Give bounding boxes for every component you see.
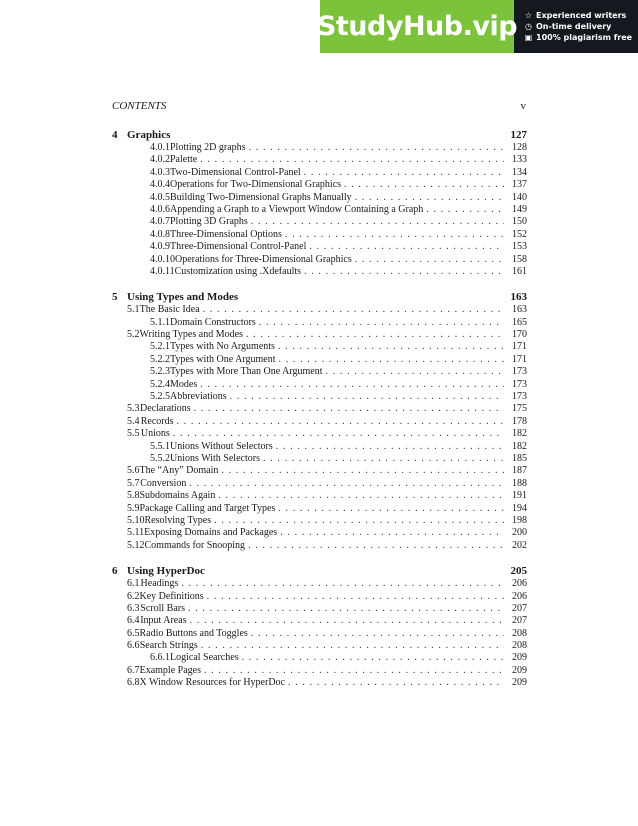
- toc-subsection-entry[interactable]: [112, 391, 527, 403]
- dot-leader: [194, 403, 504, 415]
- toc-section-entry[interactable]: [112, 403, 527, 415]
- entry-page: 153: [512, 241, 527, 253]
- toc-subsection-entry[interactable]: [112, 354, 527, 366]
- entry-number: 4.0.10: [150, 253, 175, 265]
- toc-section-entry[interactable]: [112, 428, 527, 440]
- dot-leader: [207, 591, 504, 603]
- entry-number: 5.5.2: [150, 452, 170, 464]
- toc-section-entry[interactable]: [112, 591, 527, 603]
- toc-chapter: [112, 564, 527, 690]
- toc-section-entry[interactable]: [112, 329, 527, 341]
- toc-subsection-entry[interactable]: [112, 192, 527, 204]
- entry-title: Writing Types and Modes: [139, 329, 243, 341]
- toc-subsection-entry[interactable]: [112, 241, 527, 253]
- entry-page: 140: [512, 191, 527, 203]
- advert-banner[interactable]: [316, 0, 638, 53]
- entry-page: 150: [512, 216, 527, 228]
- dot-leader: [276, 441, 504, 453]
- entry-page: 173: [512, 391, 527, 403]
- toc-subsection-entry[interactable]: [112, 142, 527, 154]
- dot-leader: [279, 354, 505, 366]
- toc-subsection-entry[interactable]: [112, 341, 527, 353]
- entry-page: 134: [512, 166, 527, 178]
- dot-leader: [242, 652, 504, 664]
- entry-page: 208: [512, 627, 527, 639]
- entry-number: 6.1: [127, 578, 140, 590]
- entry-title: Scroll Bars: [140, 602, 185, 614]
- feature-list: [514, 0, 638, 53]
- toc-section-entry[interactable]: [112, 490, 527, 502]
- dot-leader: [249, 142, 504, 154]
- entry-page: 137: [512, 179, 527, 191]
- running-head-title: CONTENTS: [112, 100, 167, 112]
- entry-number: 4.0.8: [150, 228, 170, 240]
- entry-page: 182: [512, 440, 527, 452]
- entry-page: 133: [512, 154, 527, 166]
- entry-page: 206: [512, 578, 527, 590]
- entry-title: Unions With Selectors: [170, 452, 260, 464]
- entry-number: 4.0.7: [150, 216, 170, 228]
- feature-text: 100% plagiarism free: [536, 33, 633, 42]
- toc-subsection-entry[interactable]: [112, 229, 527, 241]
- entry-number: 5.12: [127, 539, 145, 551]
- chapter-page: 163: [510, 291, 527, 304]
- entry-number: 5.9: [127, 502, 140, 514]
- dot-leader: [188, 603, 504, 615]
- toc-subsection-entry[interactable]: [112, 167, 527, 179]
- entry-page: 209: [512, 664, 527, 676]
- toc-section-entry[interactable]: [112, 515, 527, 527]
- chapter-heading[interactable]: [112, 290, 527, 304]
- dot-leader: [263, 453, 504, 465]
- entry-title: The “Any” Domain: [139, 465, 219, 477]
- chapter-number: 6: [112, 565, 118, 578]
- brand-logo[interactable]: StudyHub.vip: [320, 0, 514, 53]
- toc-section-entry[interactable]: [112, 478, 527, 490]
- toc-subsection-entry[interactable]: [112, 453, 527, 465]
- toc-subsection-entry[interactable]: [112, 216, 527, 228]
- toc-section-entry[interactable]: [112, 677, 527, 689]
- entry-page: 208: [512, 640, 527, 652]
- dot-leader: [355, 192, 504, 204]
- dot-leader: [201, 640, 504, 652]
- entry-title: X Window Resources for HyperDoc: [139, 677, 285, 689]
- entry-title: Package Calling and Target Types: [139, 502, 276, 514]
- entry-number: 4.0.4: [150, 179, 170, 191]
- feature-text: Experienced writers: [536, 11, 627, 20]
- dot-leader: [259, 317, 504, 329]
- toc-subsection-entry[interactable]: [112, 266, 527, 278]
- entry-title: Plotting 3D Graphs: [170, 216, 248, 228]
- toc-subsection-entry[interactable]: [112, 204, 527, 216]
- chapter-title: Using Types and Modes: [127, 291, 239, 304]
- chapter-heading[interactable]: [112, 128, 527, 142]
- entry-page: 128: [512, 142, 527, 153]
- entry-number: 6.5: [127, 627, 140, 639]
- chapter-number: 5: [112, 291, 118, 304]
- entry-title: Domain Constructors: [170, 316, 256, 328]
- entry-number: 6.6: [127, 640, 140, 652]
- entry-page: 182: [512, 428, 527, 440]
- chapter-page: 205: [510, 565, 527, 578]
- toc-subsection-entry[interactable]: [112, 379, 527, 391]
- entry-title: Resolving Types: [144, 514, 212, 526]
- entry-title: Headings: [140, 578, 179, 590]
- entry-page: 178: [512, 415, 527, 427]
- entry-title: Logical Searches: [170, 652, 239, 664]
- entry-number: 6.8: [127, 677, 140, 689]
- entry-page: 171: [512, 341, 527, 353]
- dot-leader: [288, 677, 504, 689]
- toc-section-entry[interactable]: [112, 540, 527, 552]
- entry-title: Exposing Domains and Packages: [144, 527, 278, 539]
- entry-number: 5.11: [127, 527, 145, 539]
- toc-section-entry[interactable]: [112, 465, 527, 477]
- toc-chapter: [112, 290, 527, 552]
- entry-number: 5.4: [127, 415, 140, 427]
- dot-leader: [309, 241, 504, 253]
- dot-leader: [203, 304, 504, 316]
- entry-number: 5.8: [127, 490, 140, 502]
- entry-number: 6.4: [127, 615, 140, 627]
- entry-page: 202: [512, 539, 527, 551]
- dot-leader: [280, 527, 504, 539]
- dot-leader: [304, 167, 504, 179]
- running-head: [112, 100, 526, 112]
- entry-page: 209: [512, 652, 527, 664]
- entry-page: 175: [512, 403, 527, 415]
- toc-section-entry[interactable]: [112, 578, 527, 590]
- entry-page: 207: [512, 602, 527, 614]
- entry-title: Appending a Graph to a Viewport Window Containing a Graph: [170, 203, 424, 215]
- dot-leader: [173, 428, 504, 440]
- document-check-icon: ▣: [524, 33, 533, 42]
- entry-number: 4.0.9: [150, 241, 170, 253]
- dot-leader: [355, 254, 504, 266]
- entry-title: Conversion: [140, 477, 187, 489]
- entry-number: 6.7: [127, 664, 140, 676]
- dot-leader: [230, 391, 504, 403]
- entry-page: 191: [512, 490, 527, 502]
- entry-title: Unions: [140, 428, 170, 440]
- entry-title: Types with No Arguments: [170, 341, 275, 353]
- entry-number: 5.6: [127, 465, 140, 477]
- entry-title: Records: [140, 415, 174, 427]
- entry-title: The Basic Idea: [139, 304, 200, 316]
- entry-title: Modes: [170, 378, 198, 390]
- table-of-contents: [112, 128, 527, 702]
- entry-title: Types with One Argument: [170, 353, 276, 365]
- dot-leader: [426, 204, 504, 216]
- dot-leader: [181, 578, 504, 590]
- entry-title: Unions Without Selectors: [170, 440, 273, 452]
- entry-page: 194: [512, 502, 527, 514]
- chapter-title: Using HyperDoc: [127, 565, 205, 578]
- entry-title: Subdomains Again: [139, 490, 216, 502]
- entry-number: 5.5.1: [150, 440, 170, 452]
- entry-number: 4.0.1: [150, 142, 170, 153]
- entry-number: 5.2.5: [150, 391, 170, 403]
- toc-subsection-entry[interactable]: [112, 254, 527, 266]
- toc-section-entry[interactable]: [112, 503, 527, 515]
- entry-page: 185: [512, 452, 527, 464]
- entry-title: Plotting 2D graphs: [170, 142, 246, 153]
- entry-number: 5.2.1: [150, 341, 170, 353]
- feature-item: [524, 22, 638, 31]
- entry-page: 206: [512, 590, 527, 602]
- entry-page: 170: [512, 329, 527, 341]
- dot-leader: [177, 416, 504, 428]
- clock-icon: ◷: [525, 22, 532, 31]
- entry-number: 5.2: [127, 329, 140, 341]
- dot-leader: [218, 490, 504, 502]
- entry-number: 6.3: [127, 602, 140, 614]
- dot-leader: [278, 503, 504, 515]
- entry-page: 161: [512, 265, 527, 277]
- entry-page: 207: [512, 615, 527, 627]
- chapter-title: Graphics: [127, 129, 171, 141]
- toc-section-entry[interactable]: [112, 603, 527, 615]
- toc-section-entry[interactable]: [112, 304, 527, 316]
- toc-section-entry[interactable]: [112, 416, 527, 428]
- entry-title: Operations for Three-Dimensional Graphics: [175, 253, 352, 265]
- entry-title: Palette: [170, 154, 198, 166]
- star-icon: ☆: [524, 11, 533, 20]
- running-head-page: v: [520, 100, 526, 112]
- toc-section-entry[interactable]: [112, 665, 527, 677]
- entry-number: 4.0.5: [150, 191, 170, 203]
- toc-subsection-entry[interactable]: [112, 652, 527, 664]
- feature-text: On-time delivery: [536, 22, 612, 31]
- entry-title: Three-Dimensional Options: [170, 228, 282, 240]
- entry-page: 209: [512, 677, 527, 689]
- entry-page: 149: [512, 203, 527, 215]
- toc-subsection-entry[interactable]: [112, 366, 527, 378]
- entry-number: 4.0.3: [150, 166, 170, 178]
- toc-subsection-entry[interactable]: [112, 317, 527, 329]
- feature-item: [524, 33, 638, 42]
- chapter-number: 4: [112, 129, 118, 141]
- entry-title: Key Definitions: [139, 590, 204, 602]
- entry-page: 188: [512, 477, 527, 489]
- dot-leader: [204, 665, 504, 677]
- entry-number: 4.0.6: [150, 203, 170, 215]
- entry-number: 4.0.2: [150, 154, 170, 166]
- dot-leader: [190, 615, 504, 627]
- toc-subsection-entry[interactable]: [112, 179, 527, 191]
- entry-page: 173: [512, 366, 527, 378]
- entry-number: 5.5: [127, 428, 140, 440]
- entry-page: 165: [512, 316, 527, 328]
- entry-number: 4.0.11: [150, 265, 175, 277]
- dot-leader: [278, 341, 504, 353]
- dot-leader: [251, 628, 504, 640]
- entry-title: Types with More Than One Argument: [170, 366, 323, 378]
- entry-page: 171: [512, 353, 527, 365]
- dot-leader: [200, 154, 504, 166]
- entry-page: 163: [512, 304, 527, 316]
- entry-page: 198: [512, 514, 527, 526]
- entry-title: Two-Dimensional Control-Panel: [170, 166, 301, 178]
- entry-title: Abbreviations: [170, 391, 227, 403]
- entry-number: 5.2.2: [150, 353, 170, 365]
- entry-title: Input Areas: [140, 615, 187, 627]
- toc-section-entry[interactable]: [112, 628, 527, 640]
- entry-title: Operations for Two-Dimensional Graphics: [170, 179, 342, 191]
- toc-section-entry[interactable]: [112, 640, 527, 652]
- entry-number: 6.2: [127, 590, 140, 602]
- entry-page: 200: [512, 527, 527, 539]
- dot-leader: [344, 179, 504, 191]
- entry-title: Example Pages: [139, 664, 201, 676]
- chapter-page: 127: [510, 129, 527, 141]
- toc-section-entry[interactable]: [112, 615, 527, 627]
- entry-title: Customization using .Xdefaults: [174, 265, 302, 277]
- dot-leader: [251, 216, 504, 228]
- entry-title: Commands for Snooping: [144, 539, 246, 551]
- dot-leader: [189, 478, 504, 490]
- dot-leader: [285, 229, 504, 241]
- toc-subsection-entry[interactable]: [112, 441, 527, 453]
- entry-page: 187: [512, 465, 527, 477]
- entry-number: 5.2.4: [150, 378, 170, 390]
- chapter-heading[interactable]: [112, 564, 527, 578]
- dot-leader: [326, 366, 504, 378]
- entry-title: Three-Dimensional Control-Panel: [170, 241, 307, 253]
- dot-leader: [248, 540, 504, 552]
- entry-number: 5.10: [127, 514, 145, 526]
- entry-page: 173: [512, 378, 527, 390]
- dot-leader: [200, 379, 504, 391]
- toc-subsection-entry[interactable]: [112, 154, 527, 166]
- dot-leader: [304, 266, 504, 278]
- dot-leader: [246, 329, 504, 341]
- entry-number: 5.1: [127, 304, 140, 316]
- feature-item: [524, 11, 638, 20]
- entry-number: 5.2.3: [150, 366, 170, 378]
- dot-leader: [214, 515, 504, 527]
- entry-number: 5.3: [127, 403, 140, 415]
- entry-title: Radio Buttons and Toggles: [139, 627, 248, 639]
- entry-page: 152: [512, 228, 527, 240]
- dot-leader: [221, 465, 504, 477]
- entry-number: 5.1.1: [150, 316, 170, 328]
- entry-title: Declarations: [140, 403, 191, 415]
- entry-number: 5.7: [127, 477, 140, 489]
- toc-chapter: [112, 128, 527, 278]
- entry-number: 6.6.1: [150, 652, 170, 664]
- entry-title: Building Two-Dimensional Graphs Manually: [170, 191, 352, 203]
- entry-title: Search Strings: [139, 640, 198, 652]
- toc-section-entry[interactable]: [112, 527, 527, 539]
- entry-page: 158: [512, 253, 527, 265]
